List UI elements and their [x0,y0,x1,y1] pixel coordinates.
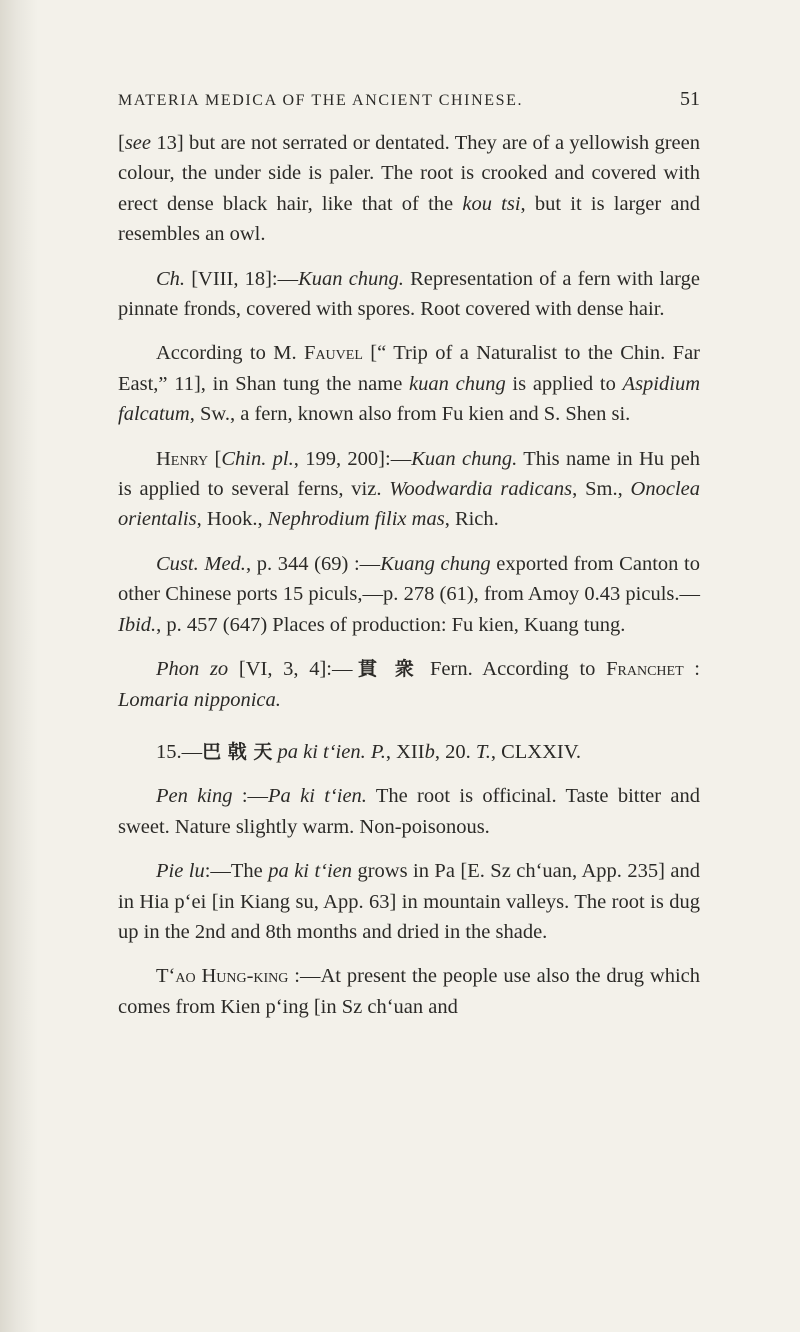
entry-heading-15 [118,737,700,767]
text-run-italic: Pie lu [156,860,205,883]
text-run-italic: kou tsi [462,192,521,215]
text-run: , Rich. [444,508,499,531]
text-run-italic: see [124,132,152,154]
text-run: [VI, 3, 4]:— [228,658,353,681]
text-run: [VIII, 18]:— [185,267,299,290]
page-number: 51 [680,88,700,110]
text-run-italic: Pa ki t‘ien. [268,785,367,808]
text-run: This name in Hu peh is applied to several ferns, viz. [118,447,700,501]
text-run: Fern. According to [419,658,607,681]
text-run: :—The [204,860,269,883]
running-header [118,84,700,118]
paragraph-fauvel [118,338,700,429]
author-name: Fauvel [304,342,363,365]
text-run-italic: Kuan chung. [411,447,518,470]
text-run: : [683,658,701,681]
paragraph-continuation [118,128,700,250]
entry-number: 15.— [156,740,203,763]
text-run: The root is officinal. Taste bitter and sweet. Nature slightly warm. Non-poisonous. [118,785,701,838]
text-run: , 199, 200]:— [293,447,412,470]
text-run: , Sm., [572,478,631,501]
paragraph-ch [118,264,700,325]
text-run-italic: pa ki t‘ien. [277,740,366,763]
text-run: is applied to [505,372,623,395]
text-run-italic: pa ki t‘ien [268,860,353,883]
text-run: , 20. [434,740,476,763]
text-run-italic: T. [475,740,491,763]
page-gutter-shadow [0,0,38,1332]
author-name: T‘ao Hung-king [156,965,289,988]
text-run: [“ Trip of a Naturalist to the Chin. Far East,” 11], in Shan tung the name [118,342,700,395]
text-run-italic: Ch. [156,267,186,290]
text-run: 13] but are not serrated or dentated. They are of a yellowish green colour, the under side is paler. The root is crooked and covered with erect dense black hair, like that of the [118,132,700,215]
text-run-italic: Woodwardia radicans [389,478,573,501]
paragraph-pen-king [118,781,700,842]
text-run-italic: Onoclea orientalis [118,478,700,531]
text-run-italic: Chin. pl. [221,447,294,470]
text-run: , p. 344 (69) :— [245,552,381,575]
text-run-italic: kuan chung [409,372,506,395]
text-run-italic: Kuang chung [380,552,491,575]
text-run: grows in Pa [E. Sz ch‘uan, App. 235] and in Hia p‘ei [in Kiang su, App. 63] in mountain valleys. The root is dug up in the 2nd and 8th months and dried in the shade. [118,860,700,943]
text-run: exported from Canton to other Chinese ports 15 piculs,—p. 278 (61), from Amoy 0.43 piculs.— [118,552,700,606]
text-run-italic: Nephrodium filix mas [267,508,445,531]
text-run: :— [232,785,269,808]
text-run-italic: P. [370,740,386,763]
text-run: According to M. [156,342,305,365]
text-run-italic: Phon zo [156,658,229,681]
text-run-italic: Pen king [156,785,233,808]
text-run-italic: Aspidium falcatum [118,372,700,426]
author-name: Franchet [606,658,684,681]
paragraph-phon-zo [118,654,700,715]
text-run: , Sw., a fern, known also from Fu kien and S. Shen si. [189,403,631,426]
body-text [118,128,700,1022]
paragraph-henry [118,444,700,535]
text-run: , CLXXIV. [490,740,582,763]
text-run-italic: Cust. Med. [156,552,246,575]
text-run: [ [118,132,125,154]
text-run: Representation of a fern with large pinnate fronds, covered with spores. Root covered with dense hair. [118,267,700,321]
text-run: [ [208,447,222,470]
text-run: , p. 457 (647) Places of production: Fu kien, Kuang tung. [156,613,626,636]
paragraph-cust-med [118,549,700,640]
text-run-italic: b [424,740,435,763]
text-run-italic: Kuan chung. [298,267,404,290]
text-run-italic: Ibid. [118,613,157,636]
header-title: MATERIA MEDICA OF THE ANCIENT CHINESE. [118,92,524,109]
chinese-characters: 貫 衆 [352,658,420,681]
paragraph-pie-lu [118,856,700,947]
text-run: :—At present the people use also the drug which comes from Kien p‘ing [in Sz ch‘uan and [118,965,700,1018]
author-name: Henry [156,447,209,470]
chinese-characters: 巴 戟 天 [202,740,273,763]
paragraph-tao-hung-king [118,961,700,1022]
text-run: , XII [385,740,425,763]
text-run: , but it is larger and resembles an owl. [118,192,700,246]
text-run: , Hook., [196,508,268,531]
text-run-italic: Lomaria nipponica. [118,688,281,711]
